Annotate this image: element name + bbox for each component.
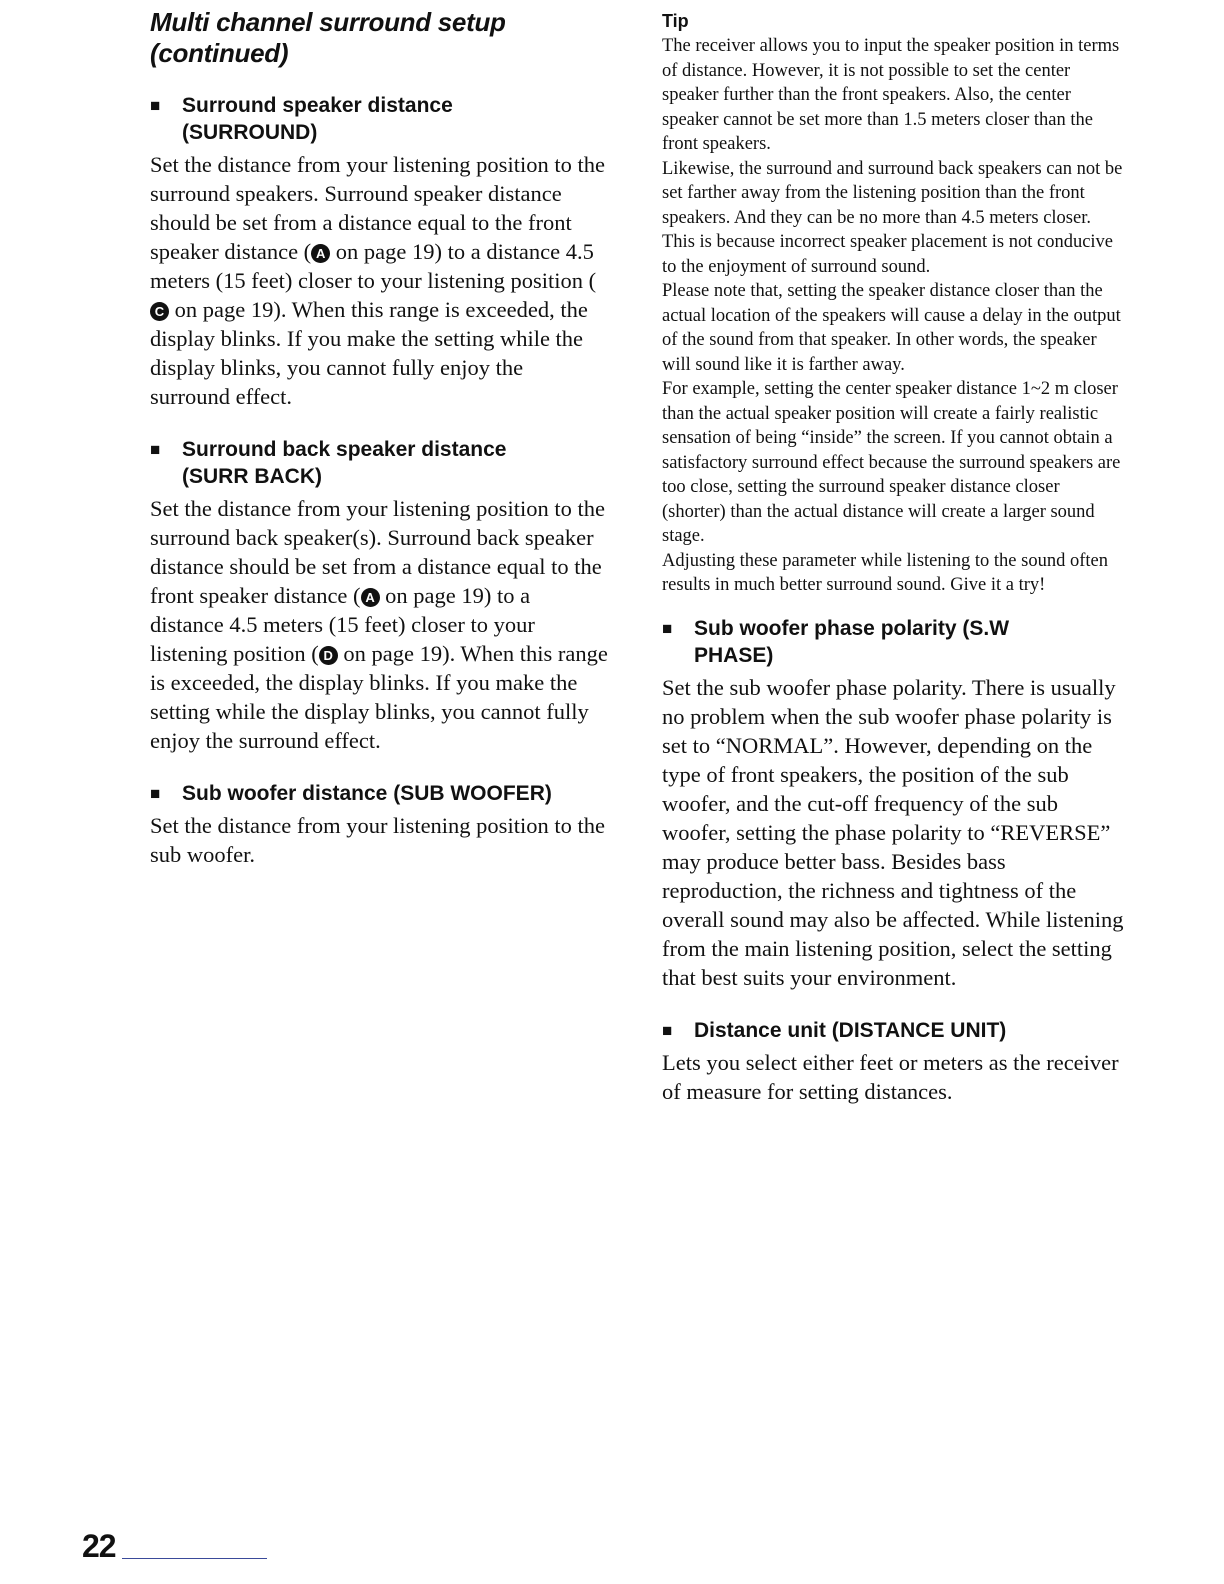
section-heading-phase-text [694, 615, 1124, 669]
surround-body-part3: on page 19). When this range is exceeded, the display blinks. If you make the setting while the display blinks, you cannot fully enjoy the surround effect. [150, 297, 588, 409]
circled-c-icon: C [150, 302, 169, 321]
surround-body-part2: on page 19) to a distance 4.5 meters (15 feet) closer to your listening position ( [150, 239, 597, 293]
phase-body: Set the sub woofer phase polarity. There is usually no problem when the sub woofer phase polarity is set to “NORMAL”. However, depending on the type of front speakers, the position of the sub woofer, and the cut-off frequency of the sub woofer, setting the phase polarity to “REVERSE” may produce better bass. Besides bass reproduction, the richness and tightness of the overall sound may also be affected. While listening from the main listening position, select the setting that best suits your environment. [662, 674, 1124, 990]
square-bullet-icon: ■ [150, 784, 161, 803]
page-number-rule [122, 1558, 267, 1559]
tip-box [662, 10, 1124, 598]
circled-a-icon: A [361, 588, 380, 607]
surr-back-body-part3: on page 19). When this range is exceeded, the display blinks. If you make the setting while the display blinks, you cannot fully enjoy the surround effect. [150, 641, 608, 753]
distance-unit-body: Lets you select either feet or meters as the receiver of measure for setting distances. [662, 1049, 1119, 1104]
page-title [150, 7, 608, 69]
section-heading-sub-woofer [150, 780, 608, 807]
square-bullet-icon: ■ [662, 1020, 673, 1040]
tip-paragraph-4: Please note that, setting the speaker distance closer than the actual location of the speakers will cause a delay in the output of the sound from that speaker. In other words, the speaker will sound like it is farther away. [662, 281, 1121, 375]
section-distance-unit [662, 1017, 1124, 1106]
surround-body [150, 150, 608, 411]
section-sub-woofer [150, 780, 608, 869]
surr-back-heading-line2: (SURR BACK) [182, 465, 322, 488]
square-bullet-icon: ■ [662, 618, 673, 638]
sub-woofer-heading: Sub woofer distance (SUB WOOFER) [182, 782, 552, 805]
section-heading-phase [662, 615, 1124, 669]
section-surround [150, 92, 608, 411]
tip-paragraph-6: Adjusting these parameter while listening to the sound often results in much better surround sound. Give it a try! [662, 550, 1108, 595]
section-heading-distance-unit [662, 1017, 1124, 1044]
section-heading-surround [150, 92, 608, 146]
surround-heading-line2: (SURROUND) [182, 121, 318, 144]
left-column [150, 0, 608, 869]
section-phase [662, 615, 1124, 992]
right-column [662, 0, 1124, 1106]
page-number: 22 [82, 1528, 116, 1564]
section-heading-surr-back-text [182, 436, 608, 490]
square-bullet-icon: ■ [150, 440, 161, 459]
section-heading-surr-back [150, 436, 608, 490]
surround-body-part1: Set the distance from your listening position to the surround speakers. Surround speaker distance should be set from a distance equal to the front speaker distance ( [150, 152, 605, 264]
surr-back-heading-line1: Surround back speaker distance [182, 438, 507, 461]
page-title-line2: (continued) [150, 38, 289, 68]
square-bullet-icon: ■ [150, 96, 161, 115]
phase-heading-line2: PHASE) [694, 643, 774, 667]
phase-heading-line1: Sub woofer phase polarity (S.W [694, 616, 1010, 640]
tip-paragraph-5: For example, setting the center speaker distance 1~2 m closer than the actual speaker position will create a fairly realistic sensation of being “inside” the screen. If you cannot obtain a satisfactory surround effect because the surround speakers are too close, setting the surround speaker distance closer (shorter) than the actual distance will create a larger sound stage. [662, 379, 1121, 546]
sub-woofer-body: Set the distance from your listening position to the sub woofer. [150, 813, 605, 867]
page-title-line1: Multi channel surround setup [150, 7, 506, 37]
circled-a-icon: A [311, 244, 330, 263]
tip-paragraph-3: This is because incorrect speaker placement is not conducive to the enjoyment of surround sound. [662, 232, 1114, 277]
surr-back-body-part2: on page 19) to a distance 4.5 meters (15 feet) closer to your listening position ( [150, 583, 535, 666]
surr-back-body-part1: Set the distance from your listening position to the surround back speaker(s). Surround back speaker distance should be set from a distance equal to the front speaker distance ( [150, 496, 605, 608]
tip-paragraph-1: The receiver allows you to input the speaker position in terms of distance. However, it is not possible to set the center speaker further than the front speakers. Also, the center speaker cannot be set more than 1.5 meters closer than the front speakers. [662, 36, 1120, 154]
surround-heading-line1: Surround speaker distance [182, 94, 453, 117]
circled-d-icon: D [319, 646, 338, 665]
section-heading-surround-text [182, 92, 608, 146]
distance-unit-heading: Distance unit (DISTANCE UNIT) [694, 1018, 1007, 1042]
surr-back-body [150, 494, 608, 755]
tip-label: Tip [662, 11, 689, 31]
tip-paragraph-2: Likewise, the surround and surround back speakers can not be set farther away from the listening position than the front speakers. And they can be no more than 4.5 meters closer. [662, 158, 1123, 228]
section-surr-back [150, 436, 608, 755]
